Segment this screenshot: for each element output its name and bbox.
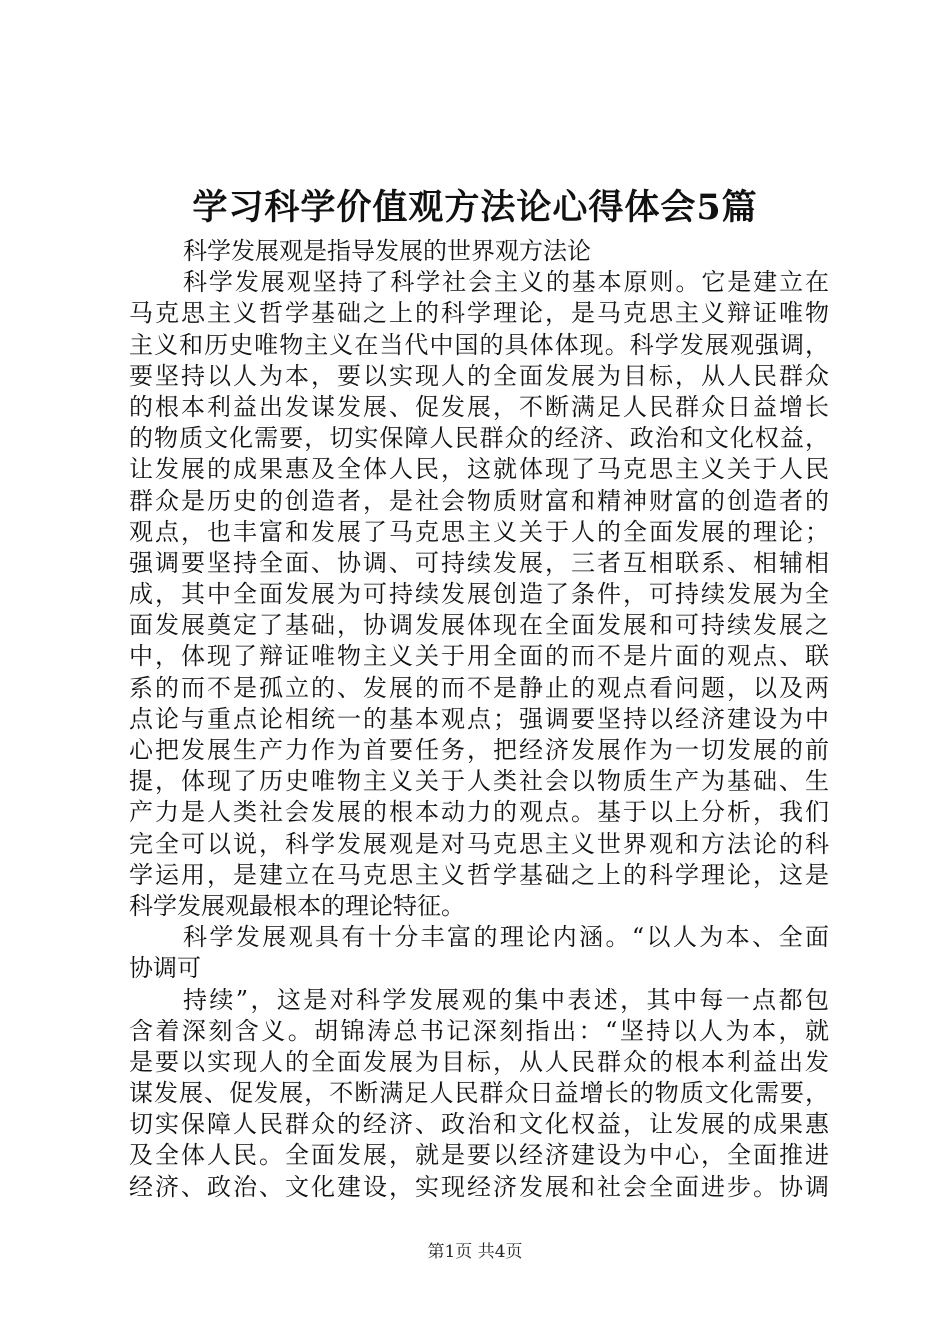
text-line: 的物质文化需要，切实保障人民群众的经济、政治和文化权益， [129, 424, 829, 453]
page-footer: 第1页 共4页 [427, 1242, 523, 1262]
text-line: 要坚持以人为本，要以实现人的全面发展为目标，从人民群众 [129, 361, 829, 390]
text-line: 含着深刻含义。胡锦涛总书记深刻指出：“坚持以人为本，就 [129, 1016, 829, 1045]
text-line: 科学发展观具有十分丰富的理论内涵。“以人为本、全面 [183, 923, 829, 952]
text-line: 马克思主义哲学基础之上的科学理论，是马克思主义辩证唯物 [129, 299, 829, 328]
text-line: 科学发展观坚持了科学社会主义的基本原则。它是建立在 [183, 268, 829, 297]
text-line: 持续”，这是对科学发展观的集中表述，其中每一点都包 [183, 985, 829, 1014]
text-line: 群众是历史的创造者，是社会物质财富和精神财富的创造者的 [129, 486, 829, 515]
text-line: 提，体现了历史唯物主义关于人类社会以物质生产为基础、生 [129, 767, 829, 796]
text-line: 学运用，是建立在马克思主义哲学基础之上的科学理论，这是 [129, 860, 829, 889]
text-line: 谋发展、促发展，不断满足人民群众日益增长的物质文化需要， [129, 1079, 829, 1108]
text-line: 系的而不是孤立的、发展的而不是静止的观点看问题，以及两 [129, 673, 829, 702]
text-line: 经济、政治、文化建设，实现经济发展和社会全面进步。协调 [129, 1172, 829, 1201]
text-line: 切实保障人民群众的经济、政治和文化权益，让发展的成果惠 [129, 1110, 829, 1139]
text-line: 科学发展观是指导发展的世界观方法论 [183, 237, 591, 265]
text-line: 观点，也丰富和发展了马克思主义关于人的全面发展的理论； [129, 517, 829, 546]
text-line: 强调要坚持全面、协调、可持续发展，三者互相联系、相辅相 [129, 548, 829, 577]
text-line: 心把发展生产力作为首要任务，把经济发展作为一切发展的前 [129, 736, 829, 764]
text-line: 的根本利益出发谋发展、促发展，不断满足人民群众日益增长 [129, 392, 829, 421]
text-line: 协调可 [129, 954, 201, 983]
document-body [129, 236, 829, 1203]
text-line: 成，其中全面发展为可持续发展创造了条件，可持续发展为全 [129, 580, 829, 609]
text-line: 产力是人类社会发展的根本动力的观点。基于以上分析，我们 [129, 798, 829, 827]
document-title: 学习科学价值观方法论心得体会5篇 [192, 187, 758, 228]
text-line: 面发展奠定了基础，协调发展体现在全面发展和可持续发展之 [129, 611, 829, 640]
text-line: 中，体现了辩证唯物主义关于用全面的而不是片面的观点、联 [129, 642, 829, 671]
text-line: 让发展的成果惠及全体人民，这就体现了马克思主义关于人民 [129, 455, 829, 484]
text-line: 主义和历史唯物主义在当代中国的具体体现。科学发展观强调， [129, 330, 829, 359]
text-line: 是要以实现人的全面发展为目标，从人民群众的根本利益出发 [129, 1047, 829, 1076]
text-line: 及全体人民。全面发展，就是要以经济建设为中心，全面推进 [129, 1141, 829, 1170]
text-line: 完全可以说，科学发展观是对马克思主义世界观和方法论的科 [129, 829, 829, 858]
text-line: 科学发展观最根本的理论特征。 [129, 891, 465, 920]
text-line: 点论与重点论相统一的基本观点；强调要坚持以经济建设为中 [129, 704, 829, 733]
